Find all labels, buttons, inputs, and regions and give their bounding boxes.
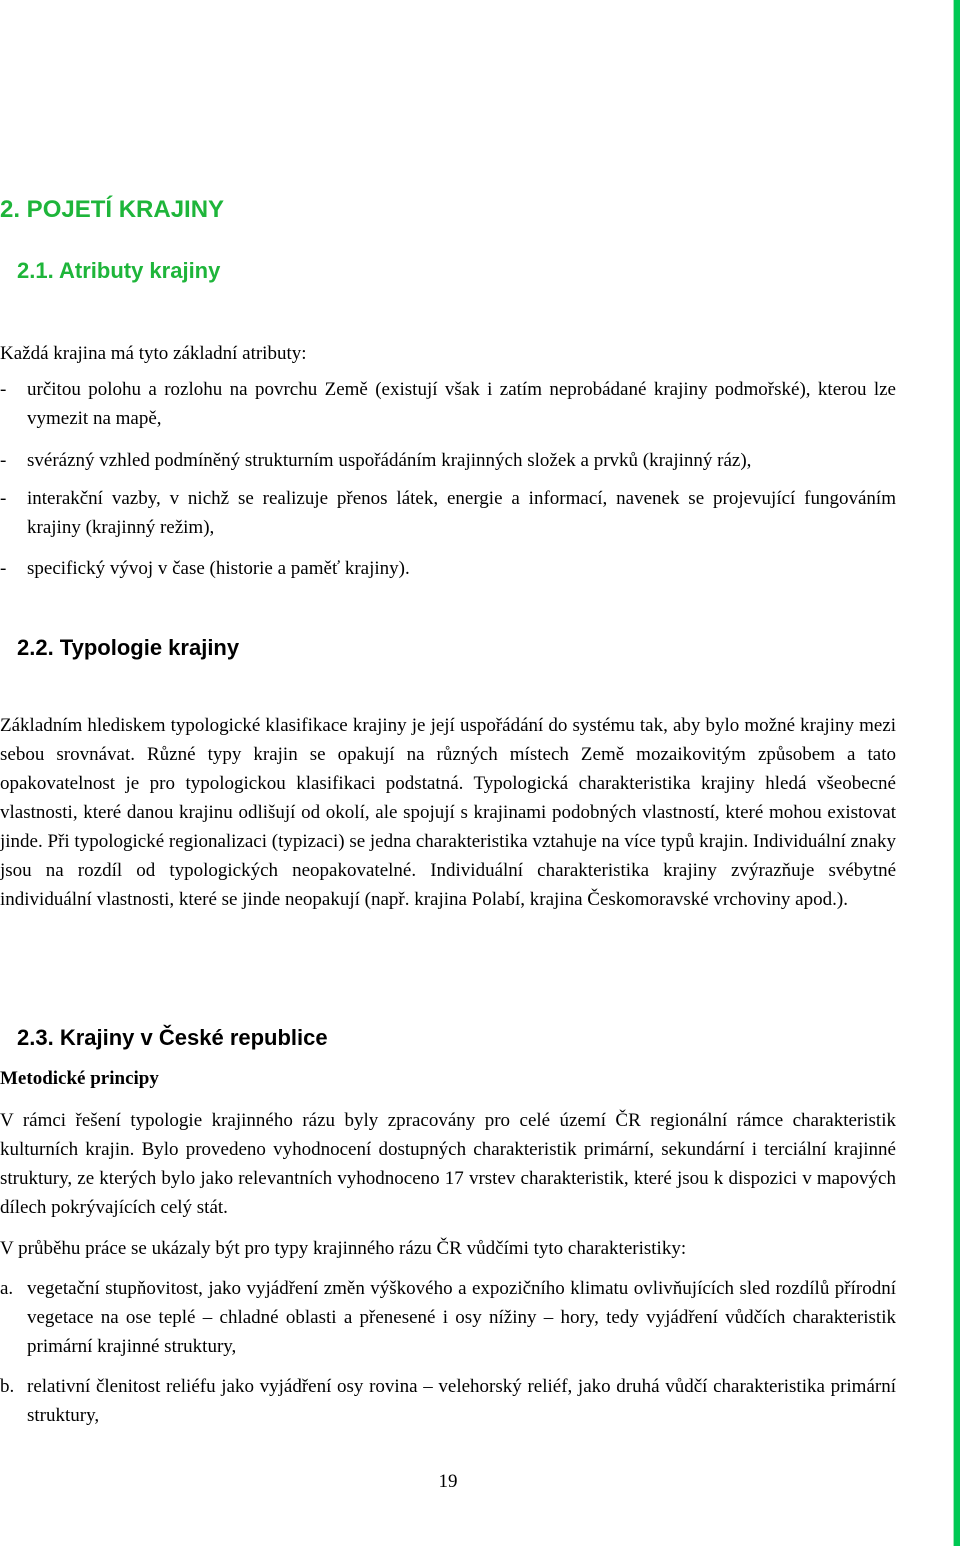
section-heading-atributy: 2.1. Atributy krajiny [17, 258, 221, 283]
section1-intro: Každá krajina má tyto základní atributy: [0, 343, 307, 364]
lettered-item [0, 1372, 896, 1430]
bullet-text: určitou polohu a rozlohu na povrchu Země (existují však i zatím neprobádané krajiny podmořské), kterou lze vymezit na mapě, [27, 379, 896, 429]
bullet-marker: - [0, 450, 7, 471]
section3-paragraph-2: V průběhu práce se ukázaly být pro typy krajinného rázu ČR vůdčími tyto charakteristiky: [0, 1238, 687, 1259]
bullet-item [0, 554, 896, 583]
page-number: 19 [438, 1471, 458, 1492]
bullet-item [0, 484, 896, 542]
section-heading-krajiny-cr [17, 1025, 328, 1051]
bullet-marker: - [0, 558, 7, 579]
section3-paragraph-1: V rámci řešení typologie krajinného rázu byly zpracovány pro celé území ČR regionální rámce charakteristik kulturních krajin. Bylo provedeno vyhodnocení dostupných charakteristik primární, sekundární i terciální krajinné struktury, ze kterých bylo jako relevantních vyhodnoceno 17 vrstev charakteristik, které jsou k dispozici v mapových dílech pokrývajících celý stát. [0, 1110, 896, 1218]
item-text: relativní členitost reliéfu jako vyjádření osy rovina – velehorský reliéf, jako druhá vůdčí charakteristika primární struktury, [27, 1376, 896, 1426]
bullet-marker: - [0, 379, 7, 400]
item-marker: b. [0, 1376, 15, 1397]
bullet-item [0, 375, 896, 433]
bullet-marker: - [0, 488, 7, 509]
section-heading-typologie: 2.2. Typologie krajiny [17, 635, 240, 660]
item-text: vegetační stupňovitost, jako vyjádření změn výškového a expozičního klimatu ovlivňujících sled rozdílů přírodní vegetace na ose teplé – chladné oblasti a přenesené i osy nížiny – hory, tedy vyjádření vůdčích charakteristik primární krajinné struktury, [27, 1278, 896, 1357]
section-heading-number: 2.3. [17, 1025, 54, 1050]
subheading-metodicke-principy: Metodické principy [0, 1068, 159, 1089]
lettered-item [0, 1274, 896, 1361]
item-marker: a. [0, 1278, 14, 1299]
bullet-text: interakční vazby, v nichž se realizuje přenos látek, energie a informací, navenek se projevující fungováním krajiny (krajinný režim), [27, 488, 896, 538]
side-rule [954, 0, 960, 1546]
bullet-text: specifický vývoj v čase (historie a paměť krajiny). [27, 558, 410, 579]
section-heading-text: Krajiny v České republice [59, 1025, 328, 1050]
chapter-title: 2. POJETÍ KRAJINY [0, 196, 225, 223]
side-rule-edge [953, 0, 954, 1546]
bullet-item [0, 446, 896, 475]
section2-paragraph: Základním hlediskem typologické klasifikace krajiny je její uspořádání do systému tak, aby bylo možné krajiny mezi sebou srovnávat. Různé typy krajin se opakují na různých místech Země mozaikovitým způsobem a tato opakovatelnost je pro typologickou klasifikaci podstatná. Typologická charakteristika krajiny hledá všeobecné vlastnosti, které danou krajinu odlišují od okolí, ale spojují s krajinami podobných vlastností, které mohou existovat jinde. Při typologické regionalizaci (typizaci) se jedna charakteristika vztahuje na více typů krajin. Individuální znaky jsou na rozdíl od typologických neopakovatelné. Individuální charakteristika krajiny zvýrazňuje svébytné individuální vlastnosti, které se jinde neopakují (např. krajina Polabí, krajina Českomoravské vrchoviny apod.). [0, 715, 896, 910]
bullet-text: svérázný vzhled podmíněný strukturním uspořádáním krajinných složek a prvků (krajinný ráz), [27, 450, 752, 471]
